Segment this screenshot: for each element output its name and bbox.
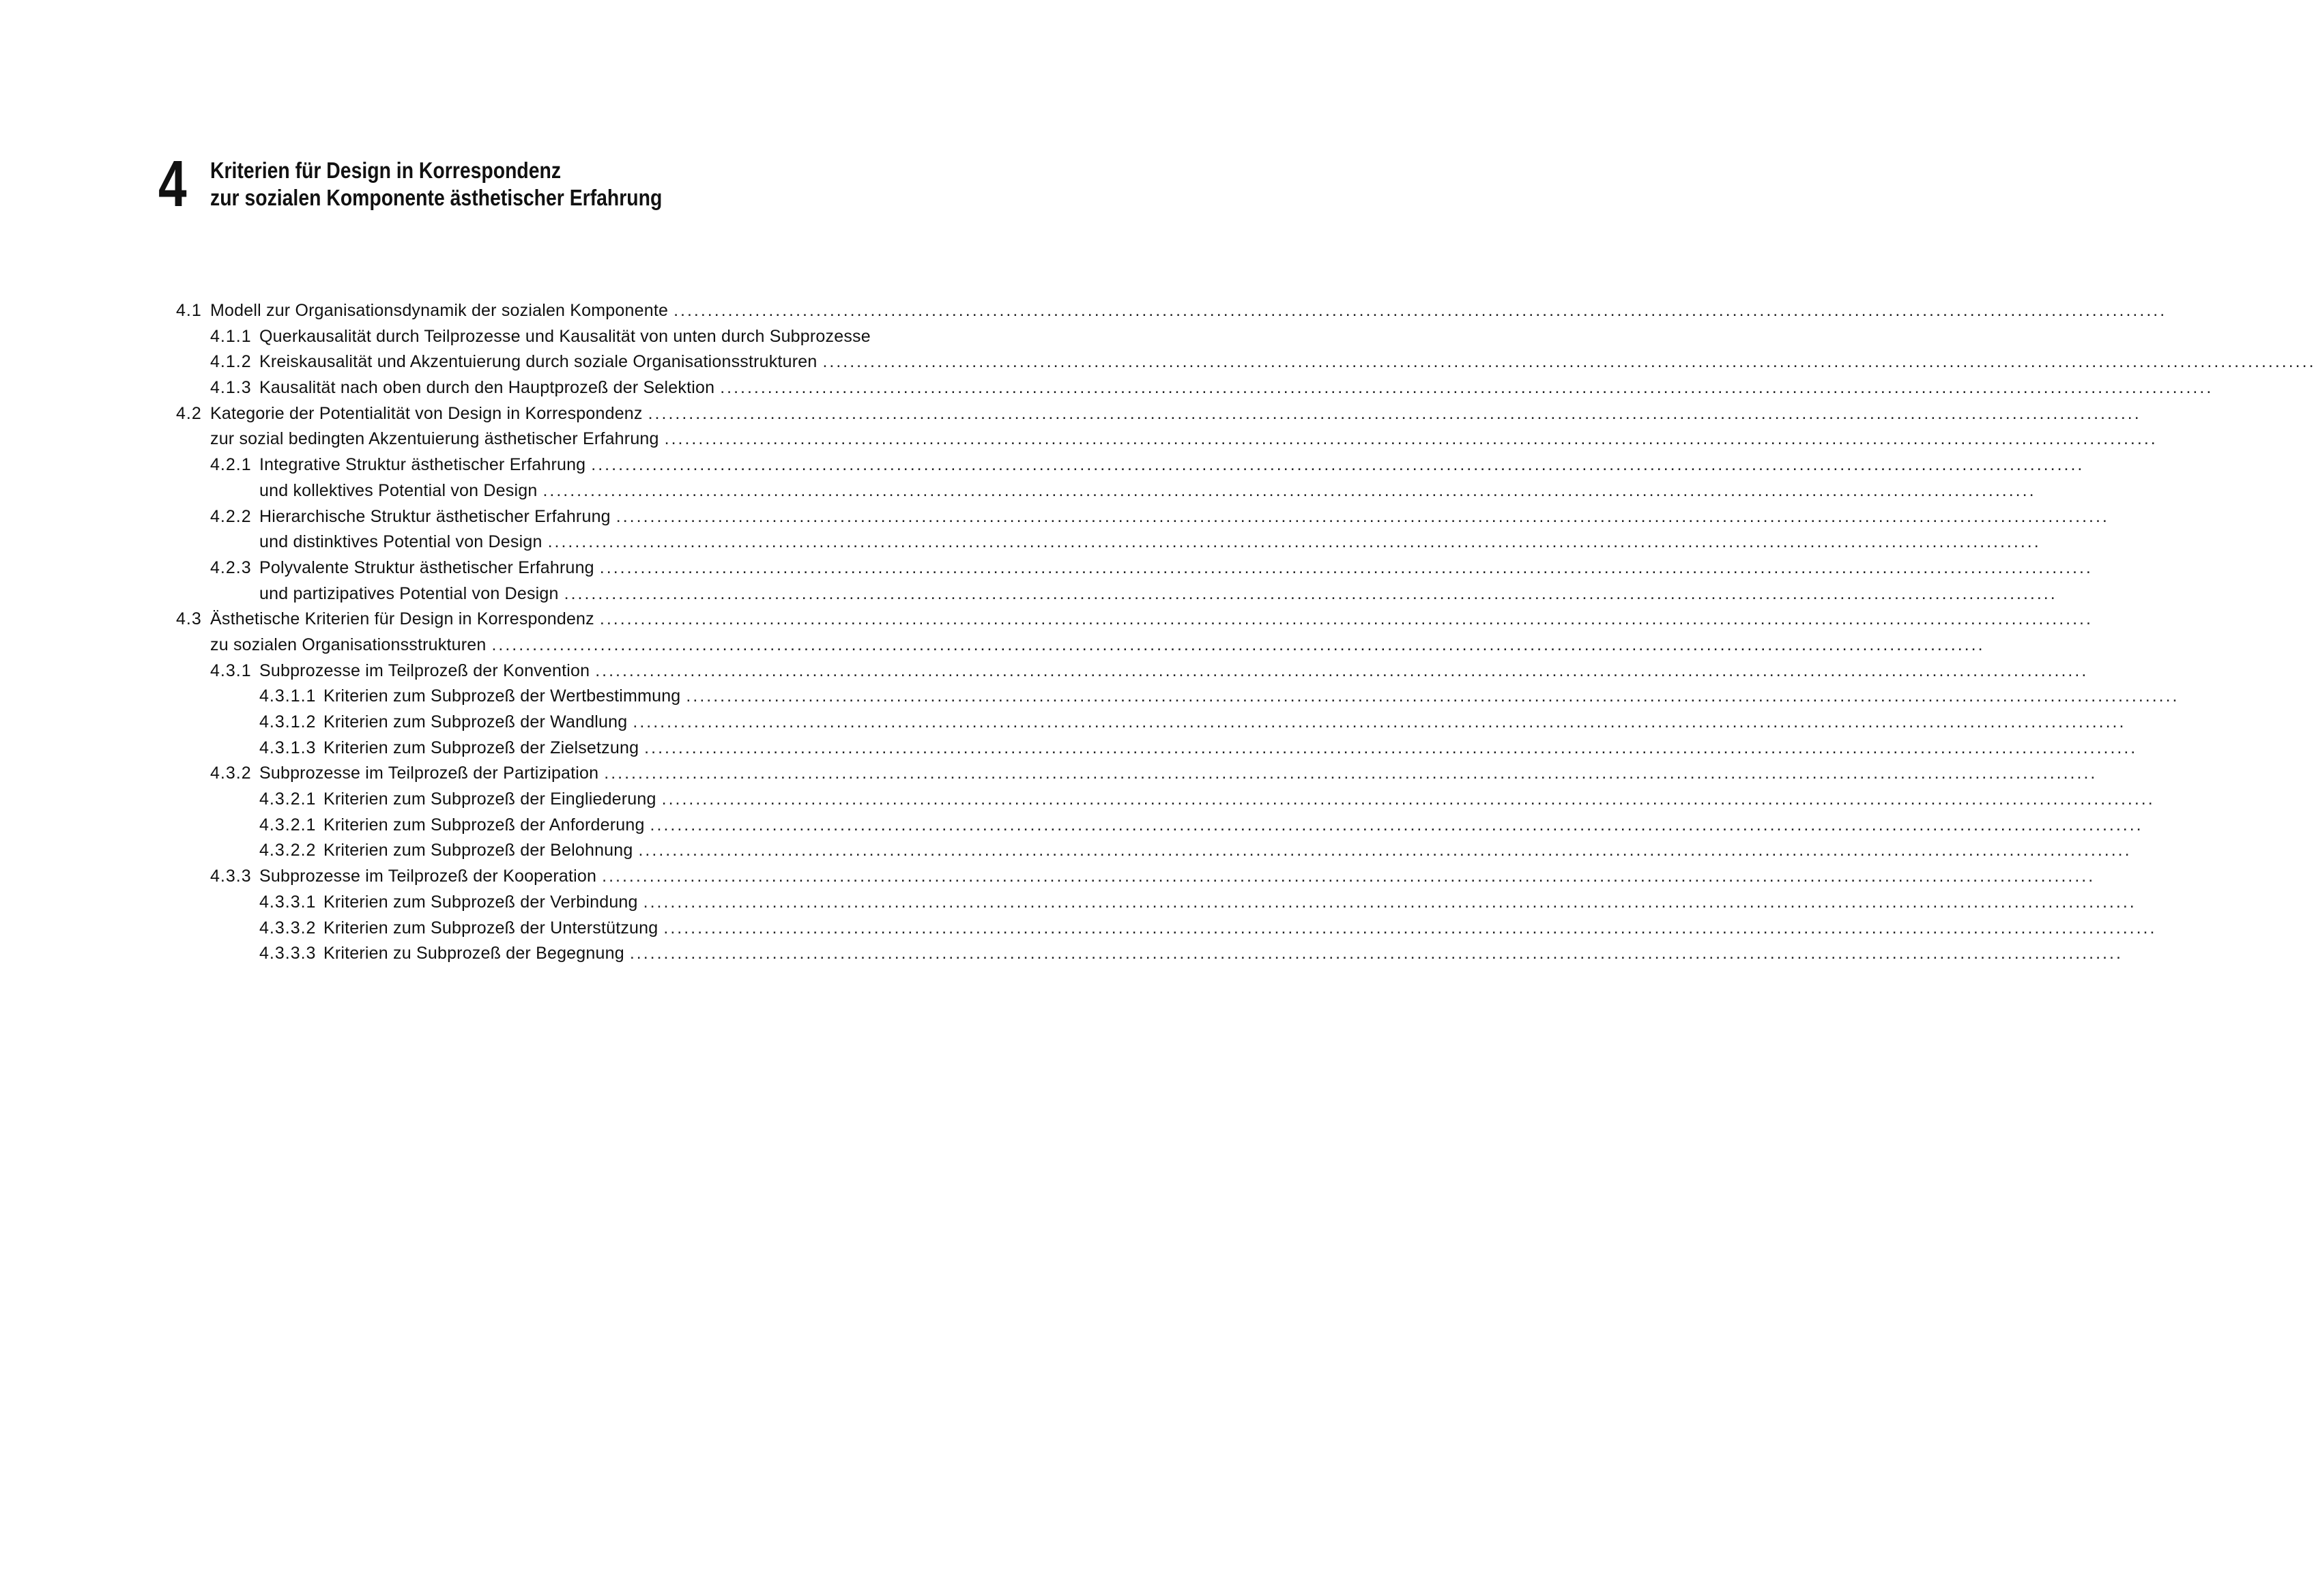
toc-entry[interactable] [176, 684, 2180, 710]
chapter-header [158, 147, 909, 220]
toc-entry[interactable] [176, 555, 2093, 581]
toc-entry-label: Polyvalente Struktur ästhetischer Erfahrung [259, 557, 594, 577]
dot-leader: ............................................................................................................................................................................................................................ [650, 815, 2143, 835]
toc-entry[interactable] [176, 761, 2098, 787]
toc-entry-number: 4.1.1 [210, 326, 252, 346]
toc-entry[interactable] [176, 941, 2123, 967]
toc-entry-number: 4.2.2 [210, 506, 252, 526]
toc-entry[interactable] [176, 787, 2155, 813]
dot-leader: ............................................................................................................................................................................................................................ [686, 686, 2180, 706]
toc-entry-label: Kriterien zum Subprozeß der Anforderung [323, 815, 645, 835]
dot-leader: ............................................................................................................................................................................................................................ [648, 403, 2141, 423]
dot-leader: ............................................................................................................................................................................................................................ [643, 892, 2137, 912]
toc-entry-label: Kriterien zum Subprozeß der Zielsetzung [323, 738, 639, 757]
toc-entry[interactable] [176, 710, 2126, 736]
toc-entry-label: Kriterien zum Subprozeß der Wandlung [323, 712, 628, 731]
toc-entry-number: 4.2.1 [210, 455, 252, 475]
dot-leader: ............................................................................................................................................................................................................................ [638, 841, 2132, 860]
dot-leader: ............................................................................................................................................................................................................................ [633, 712, 2126, 731]
toc-entry[interactable] [176, 864, 2096, 890]
toc-entry-label: Modell zur Organisationsdynamik der sozialen Komponente [210, 301, 669, 320]
dot-leader: ............................................................................................................................................................................................................................ [720, 378, 2214, 398]
toc-entry-number: 4.3.3.3 [259, 944, 317, 963]
dot-leader: ............................................................................................................................................................................................................................ [595, 661, 2089, 680]
toc-entry-label: Kriterien zum Subprozeß der Wertbestimmung [323, 686, 681, 706]
toc-entry-label: Kreiskausalität und Akzentuierung durch soziale Organisationsstrukturen [259, 352, 817, 372]
toc-entry-label: Kategorie der Potentialität von Design in Korrespondenz [210, 403, 643, 423]
chapter-title-line-1: Kriterien für Design in Korrespondenz [210, 158, 562, 183]
toc-entry[interactable] [176, 504, 2109, 530]
dot-leader: ............................................................................................................................................................................................................................ [664, 429, 2158, 449]
dot-leader: ............................................................................................................................................................................................................................ [663, 918, 2157, 938]
dot-leader: ............................................................................................................................................................................................................................ [547, 532, 2041, 552]
toc-entry-label: Subprozesse im Teilprozeß der Partizipation [259, 764, 599, 783]
dot-leader: ............................................................................................................................................................................................................................ [491, 635, 1985, 654]
dot-leader: ............................................................................................................................................................................................................................ [604, 764, 2098, 783]
toc-entry-number: 4.3.2 [210, 764, 252, 783]
toc-entry-label: Kriterien zum Subprozeß der Unterstützung [323, 918, 658, 938]
toc-entry[interactable] [176, 633, 1985, 658]
dot-leader: ............................................................................................................................................................................................................................ [661, 789, 2155, 809]
toc-entry-label: Hierarchische Struktur ästhetischer Erfahrung [259, 506, 611, 526]
toc-entry-number: 4.3 [176, 609, 202, 629]
toc-entry-number: 4.1.3 [210, 378, 252, 398]
toc-entry-label: Kriterien zum Subprozeß der Verbindung [323, 892, 638, 912]
toc-entry[interactable] [176, 375, 2214, 401]
dot-leader: ............................................................................................................................................................................................................................ [629, 944, 2123, 963]
dot-leader: ............................................................................................................................................................................................................................ [564, 583, 2057, 603]
toc-entry-number: 4.1 [176, 301, 202, 320]
toc-entry[interactable] [176, 529, 2041, 555]
toc-entry-label: und kollektives Potential von Design [259, 480, 538, 500]
toc-entry-number: 4.3.3.2 [259, 918, 317, 938]
toc-entry-label: und partizipatives Potential von Design [259, 583, 559, 603]
toc-entry[interactable] [176, 838, 2132, 864]
toc-entry[interactable] [176, 916, 2157, 942]
toc-entry-label: Querkausalität durch Teilprozesse und Kausalität von unten durch Subprozesse [259, 326, 871, 346]
toc-entry[interactable] [176, 813, 2143, 839]
toc-entry[interactable] [176, 478, 2036, 504]
toc-entry[interactable] [176, 890, 2137, 916]
toc-entry-label: Subprozesse im Teilprozeß der Konvention [259, 661, 590, 680]
toc-entry-number: 4.1.2 [210, 352, 252, 372]
toc-entry-label: zur sozial bedingten Akzentuierung ästhetischer Erfahrung [210, 429, 659, 449]
dot-leader: ............................................................................................................................................................................................................................ [591, 455, 2085, 475]
toc-entry-label: Integrative Struktur ästhetischer Erfahrung [259, 455, 586, 475]
toc-entry-number: 4.3.1 [210, 661, 252, 680]
table-of-contents [176, 298, 2316, 967]
toc-entry[interactable] [176, 298, 2167, 324]
dot-leader: ............................................................................................................................................................................................................................ [599, 557, 2093, 577]
toc-entry-number: 4.3.2.1 [259, 789, 317, 809]
dot-leader: ............................................................................................................................................................................................................................ [542, 480, 2036, 500]
toc-entry[interactable] [176, 401, 2141, 427]
toc-entry[interactable] [176, 658, 2089, 684]
toc-entry-label: Kriterien zu Subprozeß der Begegnung [323, 944, 624, 963]
toc-entry[interactable] [176, 349, 2316, 375]
toc-entry-label: Kriterien zum Subprozeß der Belohnung [323, 841, 633, 860]
toc-entry-label: zu sozialen Organisationsstrukturen [210, 635, 487, 654]
toc-entry-label: und distinktives Potential von Design [259, 532, 542, 552]
toc-entry[interactable] [176, 324, 871, 350]
toc-entry[interactable] [176, 426, 2158, 452]
toc-entry-number: 4.3.2.2 [259, 841, 317, 860]
toc-entry-label: Kausalität nach oben durch den Hauptprozeß der Selektion [259, 378, 715, 398]
dot-leader: ............................................................................................................................................................................................................................ [674, 301, 2167, 320]
toc-entry-number: 4.3.1.1 [259, 686, 317, 706]
toc-entry-label: Ästhetische Kriterien für Design in Korrespondenz [210, 609, 594, 629]
dot-leader: ............................................................................................................................................................................................................................ [602, 867, 2096, 886]
dot-leader: ............................................................................................................................................................................................................................ [822, 352, 2316, 372]
toc-entry[interactable] [176, 607, 2093, 633]
toc-entry[interactable] [176, 581, 2057, 607]
toc-entry-number: 4.3.1.3 [259, 738, 317, 757]
toc-entry-number: 4.3.1.2 [259, 712, 317, 731]
dot-leader: ............................................................................................................................................................................................................................ [616, 506, 2109, 526]
toc-entry-number: 4.3.3.1 [259, 892, 317, 912]
toc-entry-number: 4.3.3 [210, 867, 252, 886]
toc-entry-number: 4.3.2.1 [259, 815, 317, 835]
toc-entry-label: Subprozesse im Teilprozeß der Kooperation [259, 867, 597, 886]
chapter-title [210, 157, 662, 212]
dot-leader: ............................................................................................................................................................................................................................ [599, 609, 2093, 629]
chapter-number: 4 [158, 147, 187, 220]
toc-entry[interactable] [176, 736, 2138, 761]
dot-leader: ............................................................................................................................................................................................................................ [644, 738, 2138, 757]
chapter-title-line-2: zur sozialen Komponente ästhetischer Erfahrung [210, 185, 663, 210]
toc-entry-number: 4.2 [176, 403, 202, 423]
toc-entry-label: Kriterien zum Subprozeß der Eingliederung [323, 789, 656, 809]
toc-entry[interactable] [176, 452, 2085, 478]
toc-entry-number: 4.2.3 [210, 557, 252, 577]
